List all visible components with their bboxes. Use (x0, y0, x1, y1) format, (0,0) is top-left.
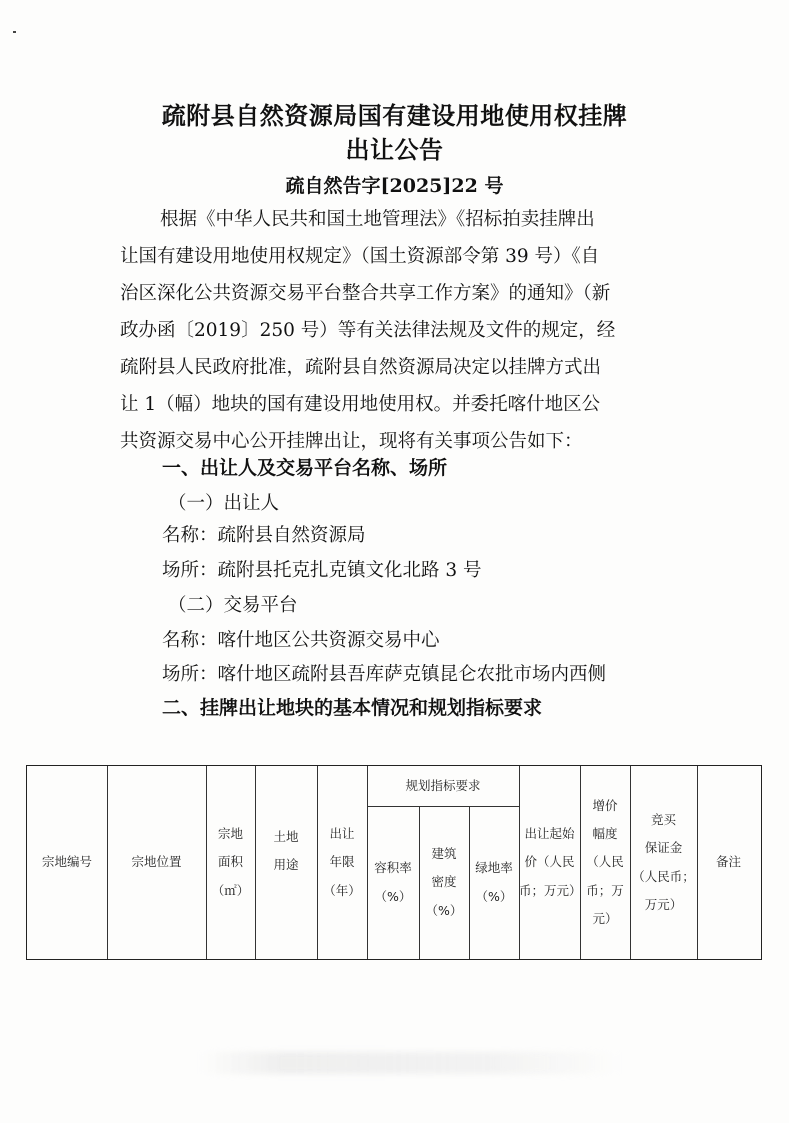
scan-bleed-through (200, 1052, 620, 1074)
section-heading-1: 一、出让人及交易平台名称、场所 (162, 457, 448, 479)
header-land-use: 土地 用途 (273, 828, 299, 872)
document-title-line-2: 出让公告 (345, 136, 444, 164)
scan-mark (13, 31, 16, 33)
intro-line: 根据《中华人民共和国土地管理法》《招标拍卖挂牌出 (160, 209, 595, 230)
header-term: 出让 年限 （年） (323, 826, 361, 898)
header-planning-group: 规划指标要求 (405, 777, 481, 793)
intro-line: 共资源交易中心公开挂牌出让，现将有关事项公告如下： (120, 431, 583, 452)
header-location: 宗地位置 (131, 854, 182, 870)
subsection-platform: （二）交易平台 (168, 595, 298, 616)
intro-line: 治区深化公共资源交易平台整合共享工作方案》的通知》（新 (120, 283, 611, 304)
transferor-name: 名称：疏附县自然资源局 (162, 525, 366, 546)
intro-line: 疏附县人民政府批准，疏附县自然资源局决定以挂牌方式出 (120, 357, 602, 378)
header-parcel-no: 宗地编号 (41, 854, 92, 870)
header-far: 容积率 （%） (374, 860, 412, 904)
intro-line: 让国有建设用地使用权规定》（国土资源部令第 39 号）《自 (120, 246, 600, 267)
transferor-place: 场所：疏附县托克扎克镇文化北路 3 号 (162, 560, 482, 581)
platform-place: 场所：喀什地区疏附县吾库萨克镇昆仑农批市场内西侧 (162, 664, 607, 685)
intro-line: 让 1（幅）地块的国有建设用地使用权。并委托喀什地区公 (120, 394, 601, 415)
header-area: 宗地 面积 （㎡） (211, 826, 250, 898)
parcel-table (26, 765, 762, 960)
subsection-transferor: （一）出让人 (168, 493, 280, 514)
document-title-line-1: 疏附县自然资源局国有建设用地使用权挂牌 (161, 102, 628, 130)
document-number: 疏自然告字[2025]22 号 (285, 175, 504, 197)
header-increment: 增价 幅度 （人民 币；万 元） (586, 798, 624, 926)
header-green-ratio: 绿地率 （%） (475, 860, 513, 904)
section-heading-2: 二、挂牌出让地块的基本情况和规划指标要求 (162, 697, 543, 719)
intro-line: 政办函〔2019〕250 号）等有关法律法规及文件的规定，经 (120, 320, 616, 341)
header-start-price: 出让起始 价（人民 币；万元） (519, 826, 582, 898)
platform-name: 名称：喀什地区公共资源交易中心 (162, 630, 440, 651)
header-remark: 备注 (715, 854, 741, 870)
header-density: 建筑 密度 （%） (425, 846, 463, 918)
header-deposit: 竞买 保证金 （人民币； 万元） (632, 812, 695, 912)
